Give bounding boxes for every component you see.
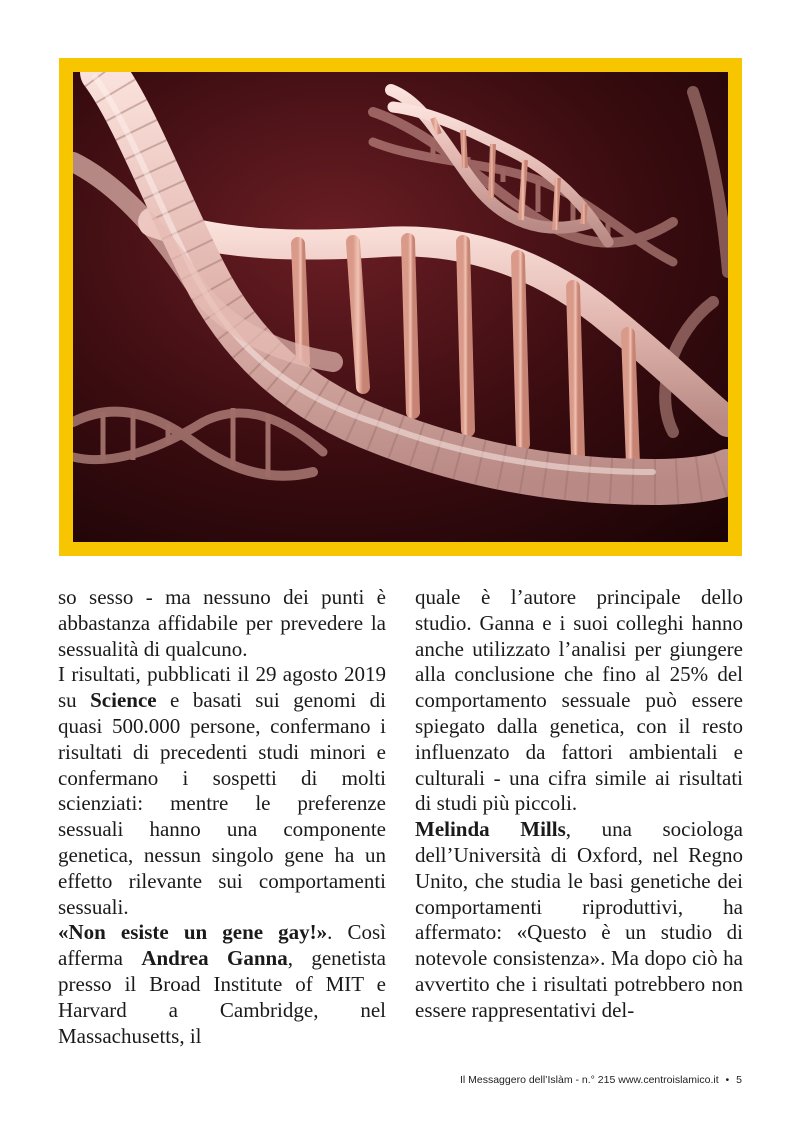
paragraph: quale è l’autore principale dello studio. Ganna e i suoi colleghi hanno anche utilizzato l’analisi per giungere alla conclusione che fino al 25% del comportamento sessuale può essere spiegato dalla genetica, con il resto influenzato da fattori ambientali e culturali - una cifra simile ai risultati di studi più piccoli. [415,585,743,816]
person-name: Melinda Mills [415,817,566,842]
publication-name: Il Messaggero dell’Islàm - n.° 215 [459,1074,616,1086]
dna-illustration [59,58,742,556]
website-link[interactable]: www.centroislamico.it [618,1074,719,1086]
journal-name: Science [90,688,157,713]
page-footer [460,1074,742,1086]
paragraph: so sesso - ma nessuno dei punti è abbastanza affidabile per prevedere la sessualità di qualcuno. [58,585,386,661]
paragraph: Melinda Mills, una sociologa dell’Università di Oxford, nel Regno Unito, che studia le basi genetiche dei comportamenti riproduttivi, ha affermato: «Questo è un studio di notevole consistenza». Ma dopo ciò ha avvertito che i risultati potrebbero non essere rappresentativi del- [415,817,743,1022]
paragraph: I risultati, pubblicati il 29 agosto 2019 su Science e basati sui genomi di quasi 500.000 persone, confermano i risultati di precedenti studi minori e confermano i sospetti di molti scienziati: mentre le preferenze sessuali hanno una componente genetica, nessun singolo gene ha un effetto rilevante sui comportamenti sessuali. [58,662,386,919]
person-name: Andrea Ganna [141,946,288,971]
quote-headline: «Non esiste un gene gay!» [58,920,328,945]
bullet-separator: • [725,1074,730,1086]
page-number: 5 [736,1074,742,1086]
dna-helix-image [73,72,728,542]
article-column-left [58,585,386,1049]
article-column-right [415,585,743,1024]
paragraph: «Non esiste un gene gay!». Così afferma Andrea Ganna, genetista presso il Broad Institute of MIT e Harvard a Cambridge, nel Massachusetts, il [58,920,386,1048]
